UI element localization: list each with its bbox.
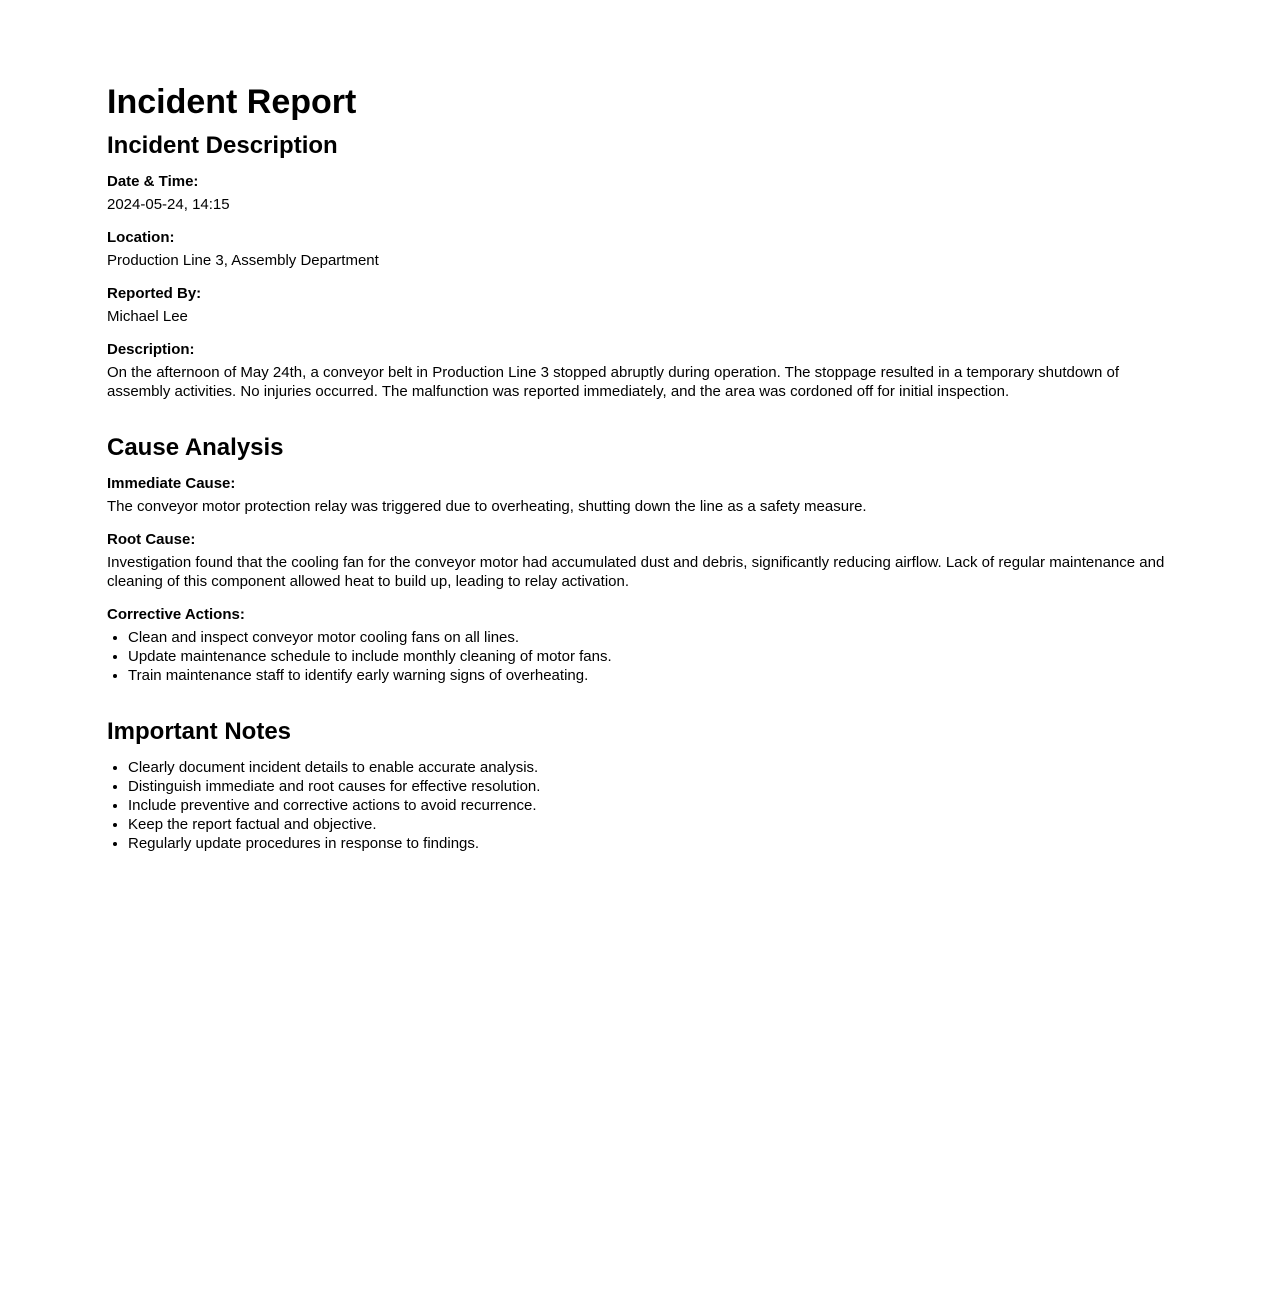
section-heading-incident-description: Incident Description <box>107 132 338 159</box>
list-item: • Distinguish immediate and root causes for effective resolution. <box>128 777 1168 796</box>
list-item: • Clearly document incident details to enable accurate analysis. <box>128 758 1168 777</box>
field-value-location: Production Line 3, Assembly Department <box>107 252 379 269</box>
field-label-location: Location: <box>107 229 175 246</box>
field-label-corrective-actions: Corrective Actions: <box>107 606 245 623</box>
field-value-description: On the afternoon of May 24th, a conveyor belt in Production Line 3 stopped abruptly during operation. The stoppage resulted in a temporary shutdown of assembly activities. No injuries occurred. The malfunction was reported immediately, and the area was cordoned off for initial inspection. <box>107 364 1120 400</box>
field-label-root-cause: Root Cause: <box>107 531 196 548</box>
section-heading-cause-analysis: Cause Analysis <box>107 434 284 461</box>
field-value-immediate-cause: The conveyor motor protection relay was triggered due to overheating, shutting down the line as a safety measure. <box>107 498 867 515</box>
list-item: • Train maintenance staff to identify early warning signs of overheating. <box>128 666 1168 685</box>
important-notes-list <box>107 758 1168 853</box>
page-title: Incident Report <box>107 83 357 121</box>
field-label-immediate-cause: Immediate Cause: <box>107 475 236 492</box>
field-value-date-time: 2024-05-24, 14:15 <box>107 196 230 213</box>
list-item: • Keep the report factual and objective. <box>128 815 1168 834</box>
field-label-description: Description: <box>107 341 195 358</box>
section-heading-important-notes: Important Notes <box>107 718 292 745</box>
field-label-date-time: Date & Time: <box>107 173 199 190</box>
field-value-root-cause: Investigation found that the cooling fan for the conveyor motor had accumulated dust and debris, significantly reducing airflow. Lack of regular maintenance and cleaning of this component allowed heat to build up, leading to relay activation. <box>107 554 1165 590</box>
list-item: • Clean and inspect conveyor motor cooling fans on all lines. <box>128 628 1168 647</box>
list-item: • Regularly update procedures in response to findings. <box>128 834 1168 853</box>
list-item: • Update maintenance schedule to include monthly cleaning of motor fans. <box>128 647 1168 666</box>
list-item: • Include preventive and corrective actions to avoid recurrence. <box>128 796 1168 815</box>
field-label-reported-by: Reported By: <box>107 285 202 302</box>
field-value-reported-by: Michael Lee <box>107 308 188 325</box>
corrective-actions-list <box>107 628 1168 685</box>
